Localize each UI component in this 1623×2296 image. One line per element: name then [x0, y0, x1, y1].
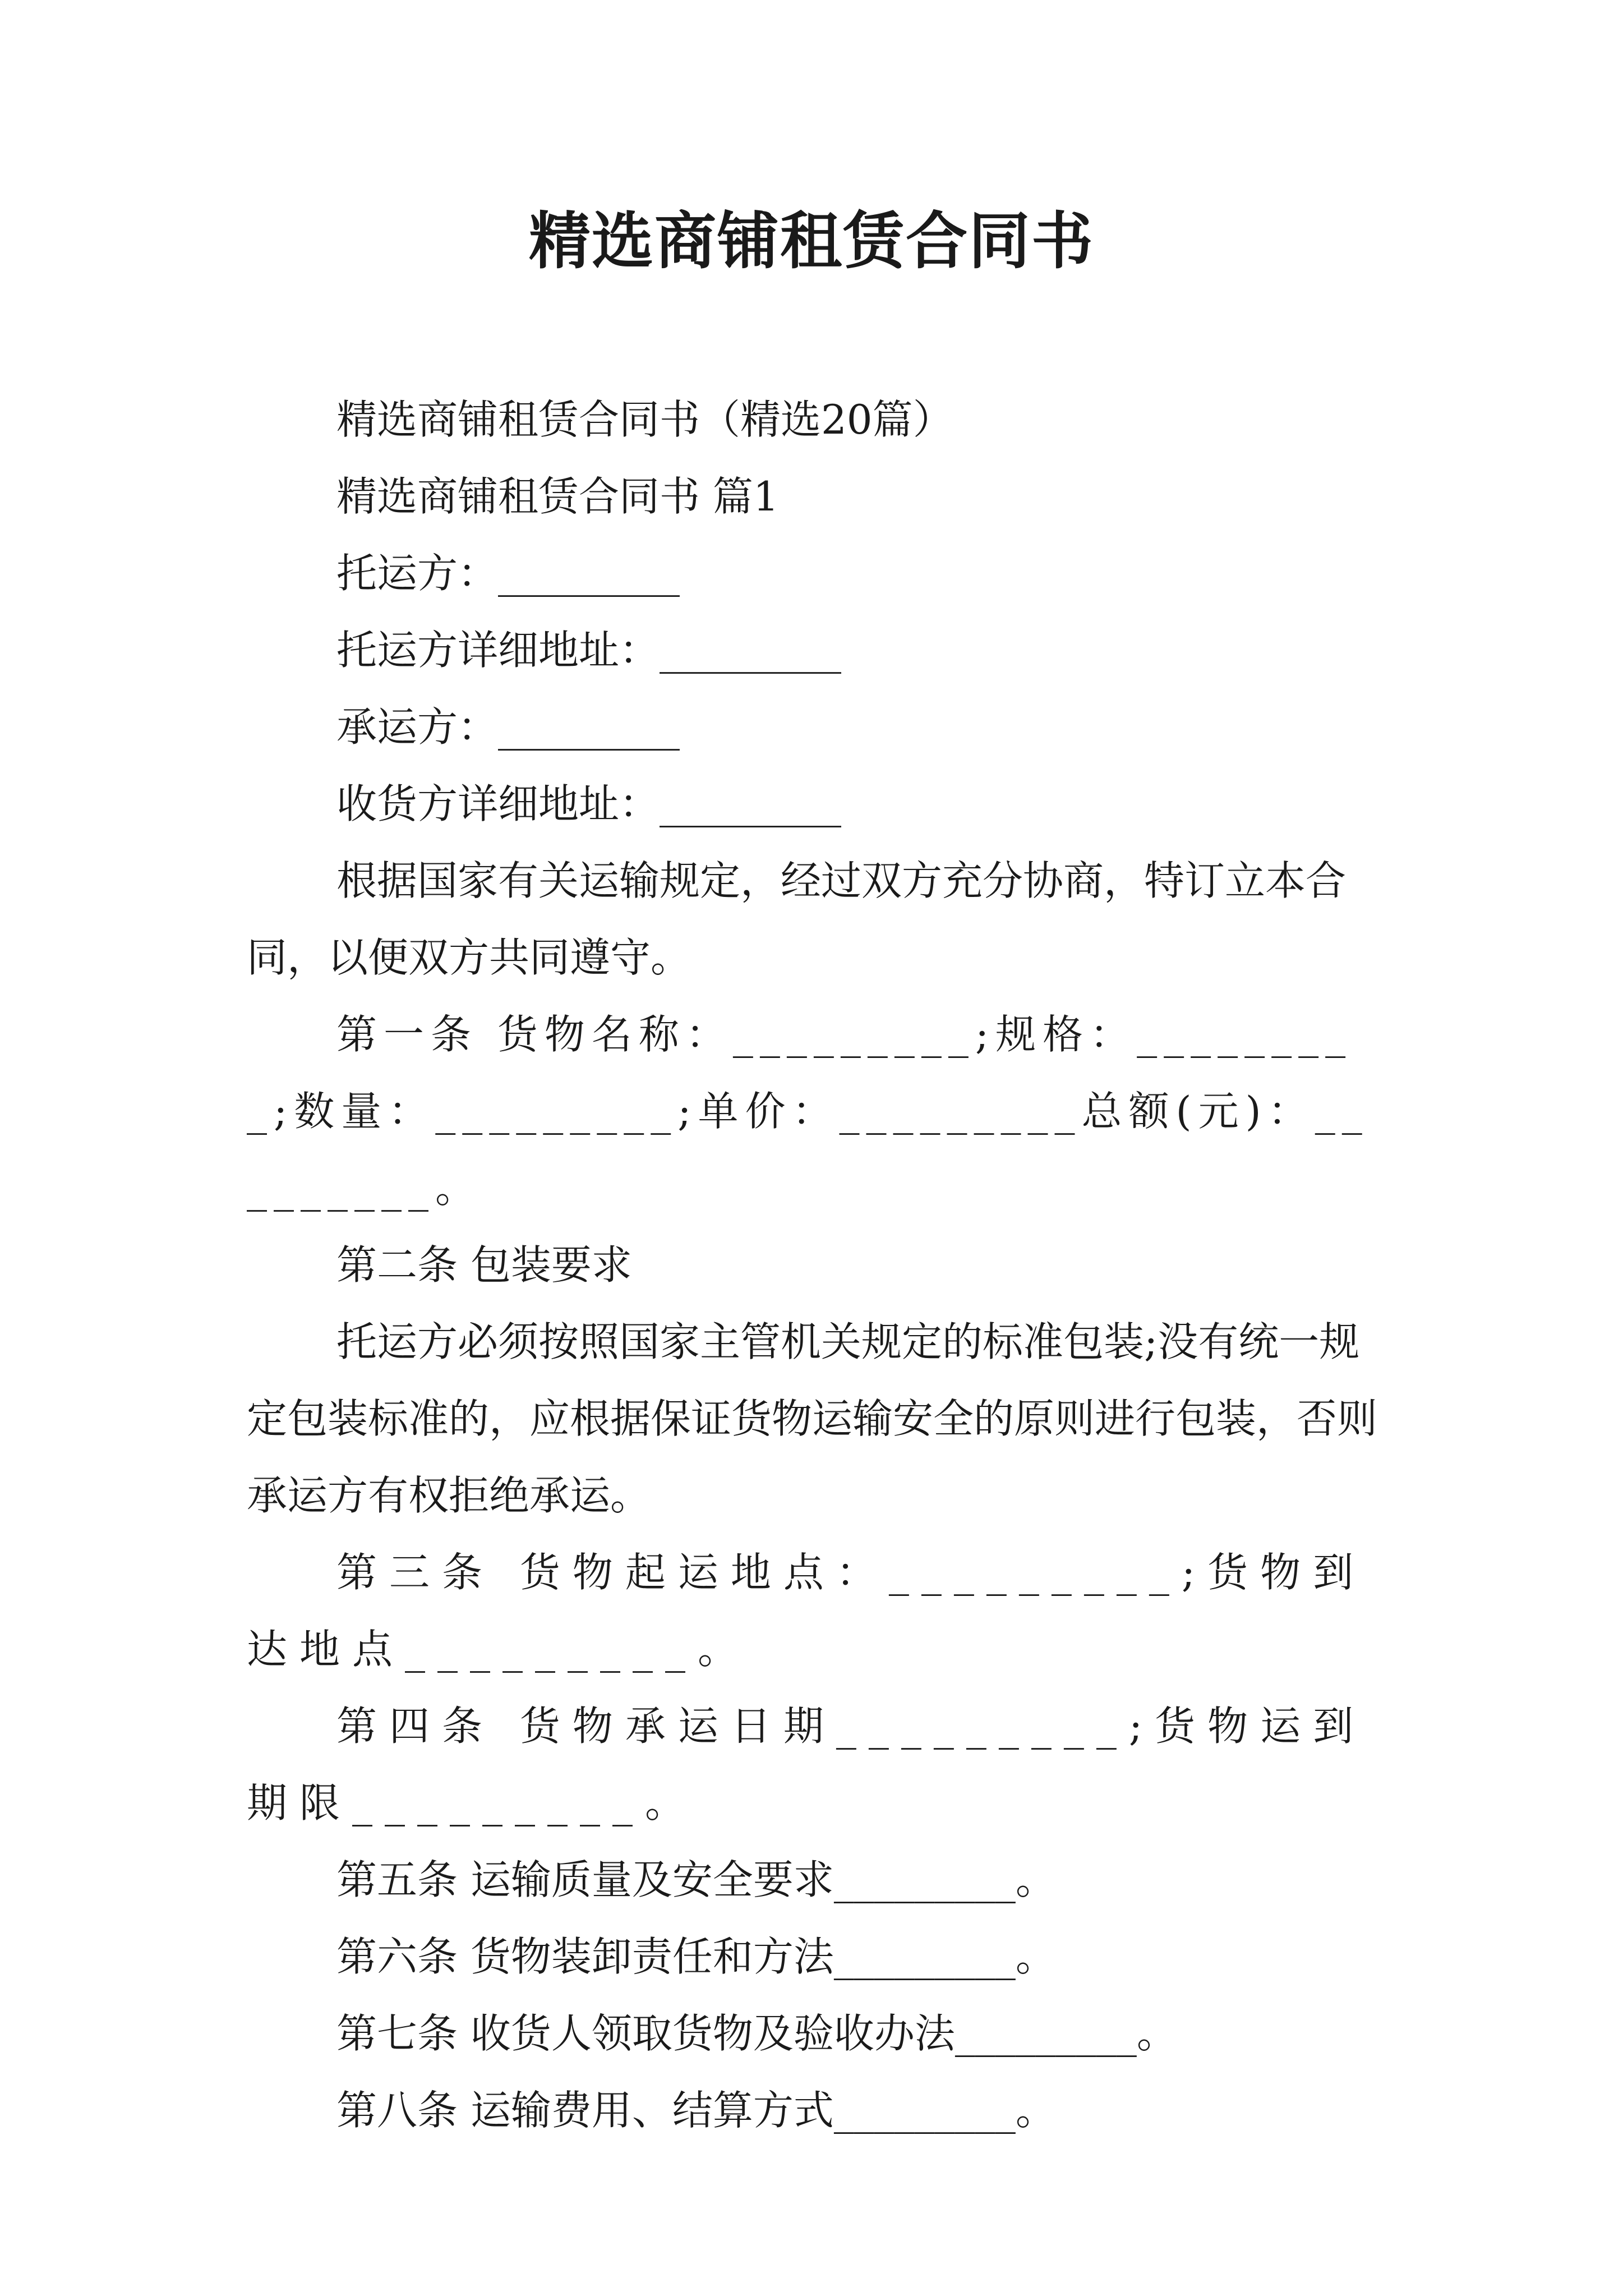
- paragraph-subtitle: 精选商铺租赁合同书（精选20篇）: [336, 396, 953, 443]
- paragraph-article-6: 第六条 货物装卸责任和方法_________。: [336, 1933, 1056, 1980]
- paragraph-article-5: 第五条 运输质量及安全要求_________。: [336, 1856, 1056, 1903]
- paragraph-preamble: 根据国家有关运输规定，经过双方充分协商，特订立本合同，以便双方共同遵守。: [247, 857, 1347, 981]
- paragraph-section-heading: 精选商铺租赁合同书 篇1: [336, 473, 779, 520]
- paragraph-packaging: 托运方必须按照国家主管机关规定的标准包装;没有统一规定包装标准的，应根据保证货物运输安全的原则进行包装，否则承运方有权拒绝承运。: [247, 1318, 1378, 1519]
- paragraph-carrier: 承运方：_________: [336, 703, 680, 751]
- paragraph-article-4: 第四条 货物承运日期_________;货物运到期限_________。: [247, 1703, 1366, 1826]
- document-title: 精选商铺租赁合同书: [529, 205, 1094, 277]
- paragraph-article-8: 第八条 运输费用、结算方式_________。: [336, 2087, 1056, 2134]
- paragraph-consignee-address: 收货方详细地址：_________: [336, 780, 842, 827]
- paragraph-article-2: 第二条 包装要求: [336, 1241, 632, 1289]
- paragraph-shipper: 托运方：_________: [336, 550, 680, 597]
- paragraph-shipper-address: 托运方详细地址：_________: [336, 627, 842, 674]
- document-body: [247, 381, 1385, 2149]
- paragraph-article-3: 第三条 货物起运地点：_________;货物到达地点_________。: [247, 1549, 1366, 1673]
- paragraph-article-1: 第一条 货物名称：_________;规格：_________;数量：_________;单价：_________总额(元)：_________。: [247, 1011, 1369, 1212]
- paragraph-article-7: 第七条 收货人领取货物及验收办法_________。: [336, 2010, 1177, 2057]
